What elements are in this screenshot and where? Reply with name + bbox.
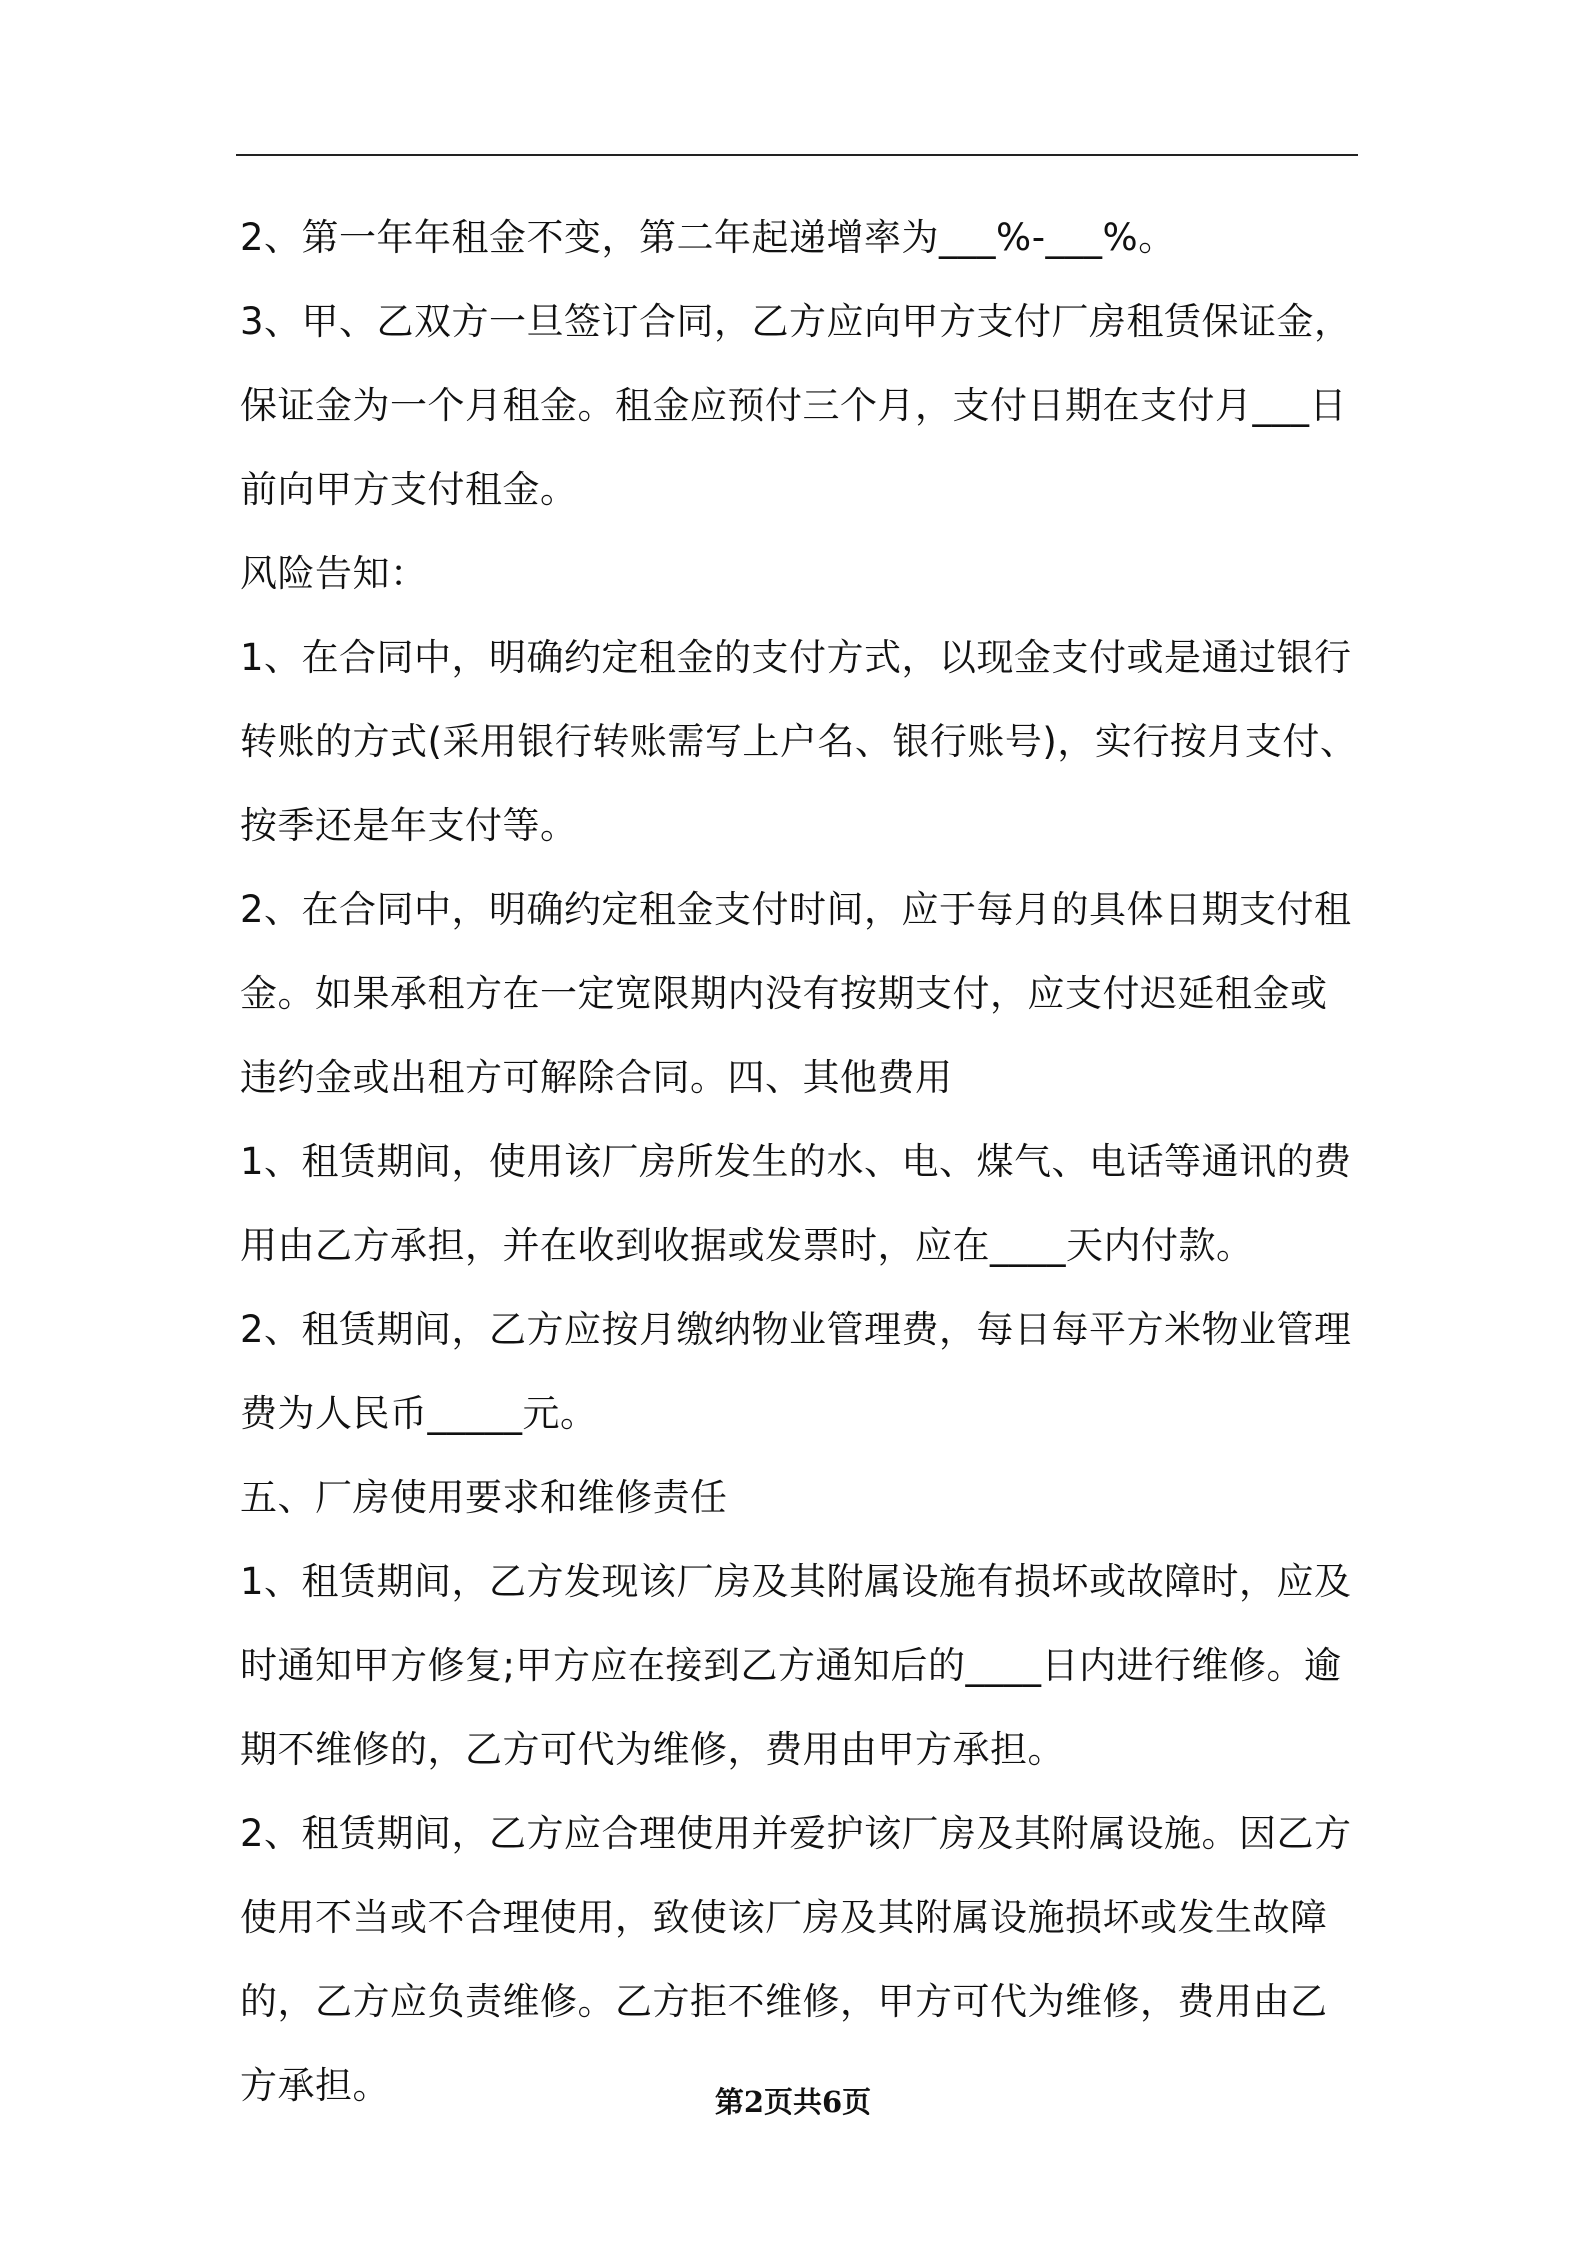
document-body [240, 196, 1360, 2128]
section-heading: 风险告知： [240, 552, 428, 595]
header-rule [236, 154, 1358, 156]
paragraph: 2、租赁期间，乙方应按月缴纳物业管理费，每日每平方米物业管理费为人民币_____元。 [240, 1308, 1352, 1435]
paragraph: 2、租赁期间，乙方应合理使用并爱护该厂房及其附属设施。因乙方使用不当或不合理使用，致使该厂房及其附属设施损坏或发生故障的，乙方应负责维修。乙方拒不维修，甲方可代为维修，费用由乙方承担。 [240, 1812, 1352, 2107]
paragraph: 1、租赁期间，使用该厂房所发生的水、电、煤气、电话等通讯的费用由乙方承担，并在收到收据或发票时，应在____天内付款。 [240, 1140, 1352, 1267]
section-heading: 五、厂房使用要求和维修责任 [240, 1476, 728, 1519]
paragraph: 1、租赁期间，乙方发现该厂房及其附属设施有损坏或故障时，应及时通知甲方修复;甲方应在接到乙方通知后的____日内进行维修。逾期不维修的，乙方可代为维修，费用由甲方承担。 [240, 1560, 1352, 1771]
paragraph: 2、第一年年租金不变，第二年起递增率为___%-___%。 [240, 216, 1176, 259]
paragraph: 1、在合同中，明确约定租金的支付方式，以现金支付或是通过银行转账的方式(采用银行转账需写上户名、银行账号)，实行按月支付、按季还是年支付等。 [240, 636, 1358, 847]
paragraph: 2、在合同中，明确约定租金支付时间，应于每月的具体日期支付租金。如果承租方在一定宽限期内没有按期支付，应支付迟延租金或违约金或出租方可解除合同。四、其他费用 [240, 888, 1352, 1099]
paragraph: 3、甲、乙双方一旦签订合同，乙方应向甲方支付厂房租赁保证金，保证金为一个月租金。租金应预付三个月，支付日期在支付月___日前向甲方支付租金。 [240, 300, 1352, 511]
page-number: 第2页共6页 [714, 2085, 872, 2119]
